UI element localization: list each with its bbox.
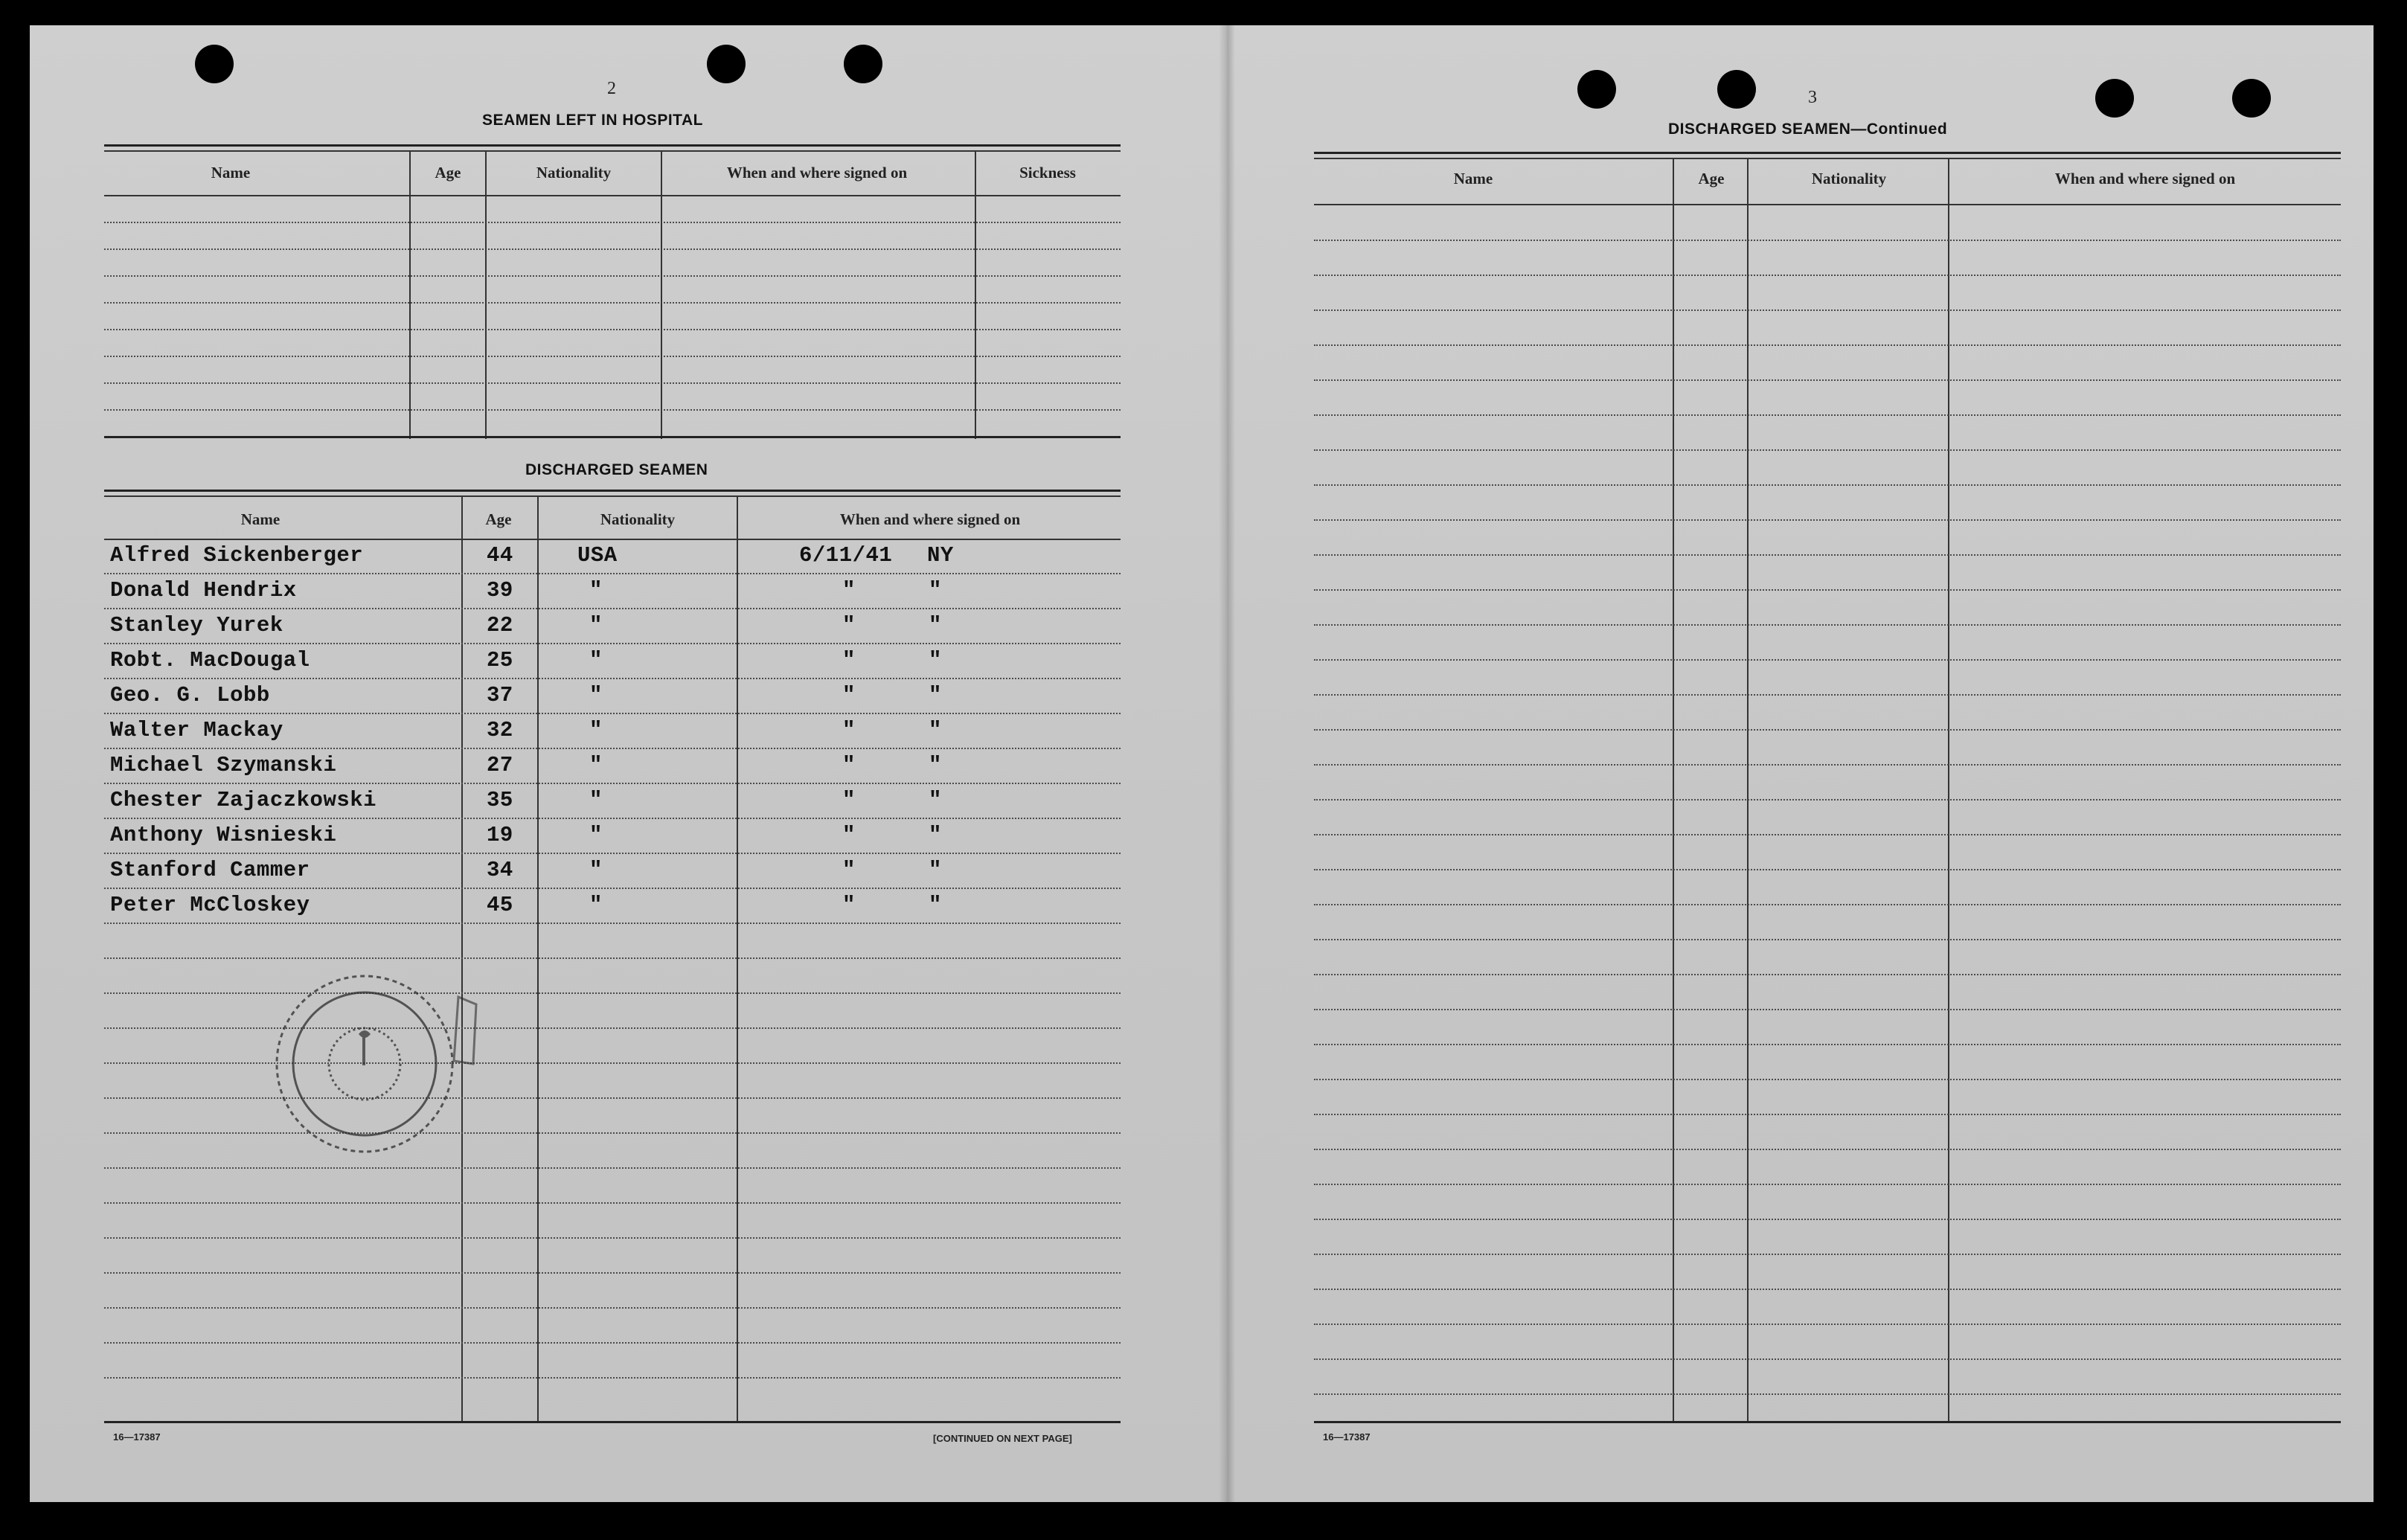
table-row (1314, 1184, 2341, 1186)
section-heading-discharged-continued (1668, 121, 1947, 138)
rule (104, 539, 1121, 540)
column-header-signed-on: When and where signed on (2054, 170, 2236, 187)
table-row (104, 409, 1121, 411)
table-row (1314, 240, 2341, 242)
ditto-mark: " (589, 613, 603, 638)
table-row (1314, 519, 2341, 522)
seaman-name: Stanford Cammer (110, 858, 310, 882)
table-row (104, 222, 1121, 224)
table-row (1314, 869, 2341, 871)
ditto-mark: " (589, 893, 603, 917)
table-row (1314, 1289, 2341, 1291)
heading-suffix: —Continued (1850, 121, 1948, 138)
ditto-mark: " (842, 823, 856, 847)
table-row (1314, 414, 2341, 417)
table-row (1314, 1009, 2341, 1011)
table-row (104, 1202, 1121, 1204)
document-sheet (30, 25, 2374, 1502)
table-row (1314, 1079, 2341, 1081)
table-row (1314, 589, 2341, 591)
rule (104, 144, 1121, 147)
table-row (104, 1237, 1121, 1239)
table-row (1314, 904, 2341, 906)
table-row (104, 573, 1121, 575)
seaman-name: Anthony Wisnieski (110, 823, 337, 847)
table-row (104, 818, 1121, 820)
seaman-age: 27 (487, 753, 513, 777)
table-row (1314, 834, 2341, 836)
ditto-mark: " (929, 753, 942, 777)
seaman-age: 19 (487, 823, 513, 847)
ditto-mark: " (589, 753, 603, 777)
ditto-mark: " (842, 858, 856, 882)
ditto-mark: " (589, 718, 603, 742)
table-row (104, 1272, 1121, 1274)
seaman-name: Chester Zajaczkowski (110, 788, 377, 812)
column-divider (485, 150, 487, 439)
table-row (104, 923, 1121, 925)
rule (1314, 158, 2341, 159)
table-row (104, 678, 1121, 680)
seaman-name: Michael Szymanski (110, 753, 337, 777)
table-row (1314, 624, 2341, 626)
table-row (1314, 1149, 2341, 1151)
signed-on-place: NY (927, 543, 954, 568)
page-number: 2 (607, 79, 616, 98)
rule (104, 490, 1121, 492)
ditto-mark: " (842, 893, 856, 917)
column-divider (975, 150, 976, 439)
rule (104, 436, 1121, 438)
column-header-name: Name (211, 164, 251, 182)
column-header-nationality: Nationality (1811, 170, 1887, 187)
heading-text: DISCHARGED SEAMEN (1668, 121, 1851, 138)
table-row (1314, 939, 2341, 941)
column-header-name: Name (1453, 170, 1493, 187)
seaman-age: 25 (487, 648, 513, 673)
form-number: 16—17387 (113, 1431, 161, 1443)
ditto-mark: " (929, 858, 942, 882)
right-page (1243, 25, 2359, 1502)
ditto-mark: " (842, 718, 856, 742)
seaman-name: Geo. G. Lobb (110, 683, 270, 708)
table-row (104, 302, 1121, 304)
section-heading-discharged: DISCHARGED SEAMEN (525, 461, 708, 478)
table-row (104, 248, 1121, 251)
form-number: 16—17387 (1323, 1431, 1371, 1443)
table-row (1314, 729, 2341, 731)
table-row (104, 1377, 1121, 1379)
rule (104, 1421, 1121, 1423)
column-header-name: Name (240, 510, 281, 528)
seaman-age: 45 (487, 893, 513, 917)
table-row (104, 888, 1121, 890)
ditto-mark: " (589, 788, 603, 812)
table-row (1314, 344, 2341, 347)
table-row (104, 608, 1121, 610)
column-divider (1747, 158, 1749, 1422)
ditto-mark: " (589, 858, 603, 882)
table-row (1314, 554, 2341, 556)
ditto-mark: " (842, 613, 856, 638)
column-header-age: Age (485, 510, 512, 528)
rule (104, 195, 1121, 196)
table-row (1314, 799, 2341, 801)
table-row (1314, 1358, 2341, 1361)
ditto-mark: " (929, 683, 942, 708)
ditto-mark: " (842, 648, 856, 673)
column-header-age: Age (435, 164, 461, 182)
table-row (1314, 694, 2341, 696)
table-row (1314, 484, 2341, 487)
signed-on-date: 6/11/41 (799, 543, 893, 568)
ditto-mark: " (589, 648, 603, 673)
ditto-mark: " (929, 578, 942, 603)
column-divider (1948, 158, 1949, 1422)
ditto-mark: " (842, 578, 856, 603)
ditto-mark: " (929, 823, 942, 847)
seaman-nationality: USA (577, 543, 618, 568)
table-row (104, 748, 1121, 750)
section-heading-hospital: SEAMEN LEFT IN HOSPITAL (482, 112, 703, 129)
table-row (104, 713, 1121, 715)
table-row (104, 643, 1121, 645)
table-row (1314, 1393, 2341, 1396)
seaman-age: 44 (487, 543, 513, 568)
table-row (104, 329, 1121, 331)
ditto-mark: " (842, 683, 856, 708)
table-row (104, 853, 1121, 855)
ditto-mark: " (589, 578, 603, 603)
page-fold (1219, 25, 1235, 1502)
seaman-age: 39 (487, 578, 513, 603)
table-row (1314, 1324, 2341, 1326)
table-row (1314, 379, 2341, 382)
ditto-mark: " (589, 823, 603, 847)
ditto-mark: " (929, 788, 942, 812)
rule (104, 150, 1121, 152)
table-row (104, 275, 1121, 277)
ditto-mark: " (842, 753, 856, 777)
table-row (104, 382, 1121, 385)
ditto-mark: " (842, 788, 856, 812)
table-row (1314, 1044, 2341, 1046)
table-row (104, 1307, 1121, 1309)
seaman-name: Donald Hendrix (110, 578, 297, 603)
ditto-mark: " (589, 683, 603, 708)
table-row (1314, 974, 2341, 976)
table-row (1314, 1114, 2341, 1116)
column-header-signed-on: When and where signed on (839, 510, 1021, 528)
column-header-age: Age (1698, 170, 1725, 187)
table-row (1314, 764, 2341, 766)
rule (104, 495, 1121, 497)
seaman-name: Alfred Sickenberger (110, 543, 364, 568)
continued-note: [CONTINUED ON NEXT PAGE] (933, 1433, 1072, 1444)
column-divider (409, 150, 411, 439)
page-number: 3 (1808, 88, 1817, 107)
table-row (1314, 309, 2341, 312)
table-row (1314, 449, 2341, 452)
seaman-name: Robt. MacDougal (110, 648, 310, 673)
seaman-name: Stanley Yurek (110, 613, 283, 638)
rule (1314, 1421, 2341, 1423)
table-row (1314, 1254, 2341, 1256)
table-row (104, 1342, 1121, 1344)
rule (1314, 204, 2341, 205)
table-row (1314, 275, 2341, 277)
column-header-sickness: Sickness (1019, 164, 1076, 182)
column-divider (661, 150, 662, 439)
table-row (1314, 659, 2341, 661)
ditto-mark: " (929, 648, 942, 673)
seaman-age: 37 (487, 683, 513, 708)
column-header-signed-on: When and where signed on (726, 164, 908, 182)
seaman-name: Walter Mackay (110, 718, 283, 742)
official-seal-stamp (253, 952, 506, 1175)
table-row (104, 356, 1121, 358)
column-header-nationality: Nationality (600, 510, 676, 528)
seaman-name: Peter McCloskey (110, 893, 310, 917)
seaman-age: 35 (487, 788, 513, 812)
table-row (1314, 1219, 2341, 1221)
ditto-mark: " (929, 718, 942, 742)
ditto-mark: " (929, 893, 942, 917)
seaman-age: 32 (487, 718, 513, 742)
seaman-age: 22 (487, 613, 513, 638)
ditto-mark: " (929, 613, 942, 638)
column-header-nationality: Nationality (536, 164, 612, 182)
left-page (30, 25, 1146, 1502)
rule (1314, 152, 2341, 154)
column-divider (1673, 158, 1674, 1422)
table-row (104, 783, 1121, 785)
seaman-age: 34 (487, 858, 513, 882)
